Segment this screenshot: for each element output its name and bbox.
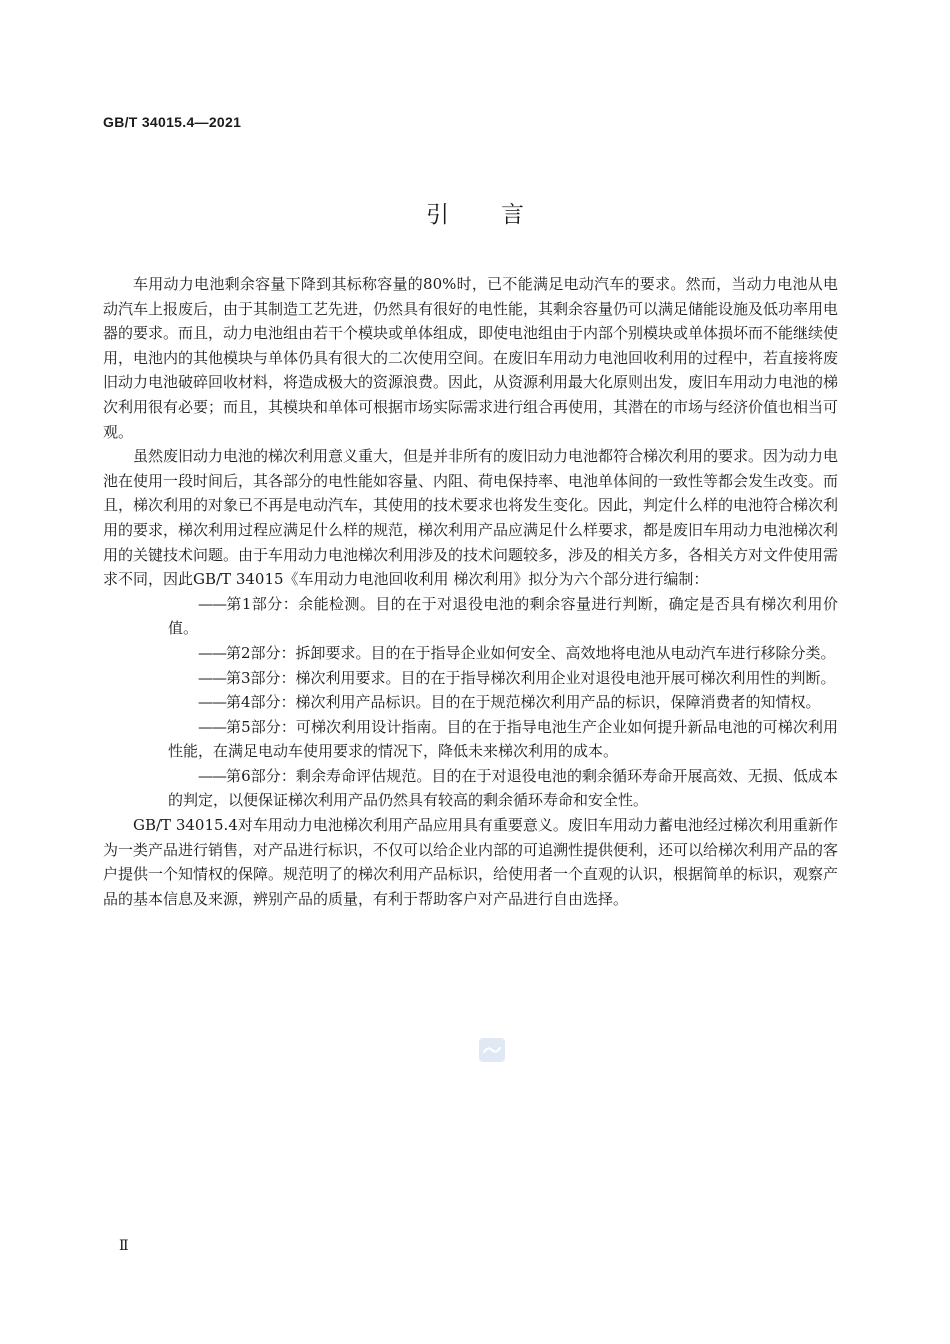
list-item-text: 第5部分：可梯次利用设计指南。目的在于指导电池生产企业如何提升新品电池的可梯次利用性能，在满足电动车使用要求的情况下，降低未来梯次利用的成本。: [168, 717, 838, 761]
document-body: [103, 272, 838, 911]
dash-marker: ——: [198, 717, 226, 736]
list-item-text: 第4部分：梯次利用产品标识。目的在于规范梯次利用产品的标识，保障消费者的知情权。: [226, 693, 821, 712]
page-number: Ⅱ: [119, 1238, 129, 1254]
list-item-text: 第1部分：余能检测。目的在于对退役电池的剩余容量进行判断，确定是否具有梯次利用价值。: [168, 594, 838, 638]
sac-logo-mark: [482, 1043, 502, 1057]
list-item-part-5: [103, 715, 838, 764]
list-item-part-4: [103, 690, 838, 715]
list-item-text: 第2部分：拆卸要求。目的在于指导企业如何安全、高效地将电池从电动汽车进行移除分类。: [226, 643, 836, 662]
paragraph-intro: 车用动力电池剩余容量下降到其标称容量的80%时，已不能满足电动汽车的要求。然而，当动力电池从电动汽车上报废后，由于其制造工艺先进，仍然具有很好的电性能，其剩余容量仍可以满足储能设施及低功率用电器的要求。而且，动力电池组由若干个模块或单体组成，即使电池组由于内部个别模块或单体损坏而不能继续使用，电池内的其他模块与单体仍具有很大的二次使用空间。在废旧车用动力电池回收利用的过程中，若直接将废旧动力电池破碎回收材料，将造成极大的资源浪费。因此，从资源利用最大化原则出发，废旧车用动力电池的梯次利用很有必要；而且，其模块和单体可根据市场实际需求进行组合再使用，其潜在的市场与经济价值也相当可观。: [103, 275, 839, 441]
paragraph-background: 虽然废旧动力电池的梯次利用意义重大，但是并非所有的废旧动力电池都符合梯次利用的要求。因为动力电池在使用一段时间后，其各部分的电性能如容量、内阻、荷电保持率、电池单体间的一致性等都会发生改变。而且，梯次利用的对象已不再是电动汽车，其使用的技术要求也将发生变化。因此，判定什么样的电池符合梯次利用的要求，梯次利用过程应满足什么样的规范，梯次利用产品应满足什么样要求，都是废旧车用动力电池梯次利用的关键技术问题。由于车用动力电池梯次利用涉及的技术问题较多，涉及的相关方多，各相关方对文件使用需求不同，因此GB/T 34015《车用动力电池回收利用 梯次利用》拟分为六个部分进行编制：: [103, 447, 839, 589]
paragraph-closing: GB/T 34015.4对车用动力电池梯次利用产品应用具有重要意义。废旧车用动力蓄电池经过梯次利用重新作为一类产品进行销售，对产品进行标识，不仅可以给企业内部的可追溯性提供便利，还可以给梯次利用产品的客户提供一个知情权的保障。规范明了的梯次利用产品标识，给使用者一个直观的认识，根据简单的标识，观察产品的基本信息及来源，辨别产品的质量，有利于帮助客户对产品进行自由选择。: [103, 816, 839, 908]
standard-code: GB/T 34015.4—2021: [103, 114, 242, 130]
list-item-part-2: [103, 641, 838, 666]
dash-marker: ——: [198, 766, 226, 785]
list-item-text: 第6部分：剩余寿命评估规范。目的在于对退役电池的剩余循环寿命开展高效、无损、低成本的判定，以便保证梯次利用产品仍然具有较高的剩余循环寿命和安全性。: [168, 766, 838, 810]
list-item-text: 第3部分：梯次利用要求。目的在于指导梯次利用企业对退役电池开展可梯次利用性的判断。: [226, 668, 836, 687]
dash-marker: ——: [198, 594, 226, 613]
page-title: 引言: [426, 202, 576, 228]
list-item-part-1: [103, 592, 838, 641]
dash-marker: ——: [198, 668, 226, 687]
sac-logo-icon: [479, 1038, 505, 1062]
dash-marker: ——: [198, 693, 226, 712]
list-item-part-3: [103, 666, 838, 691]
dash-marker: ——: [198, 643, 226, 662]
list-item-part-6: [103, 764, 838, 813]
